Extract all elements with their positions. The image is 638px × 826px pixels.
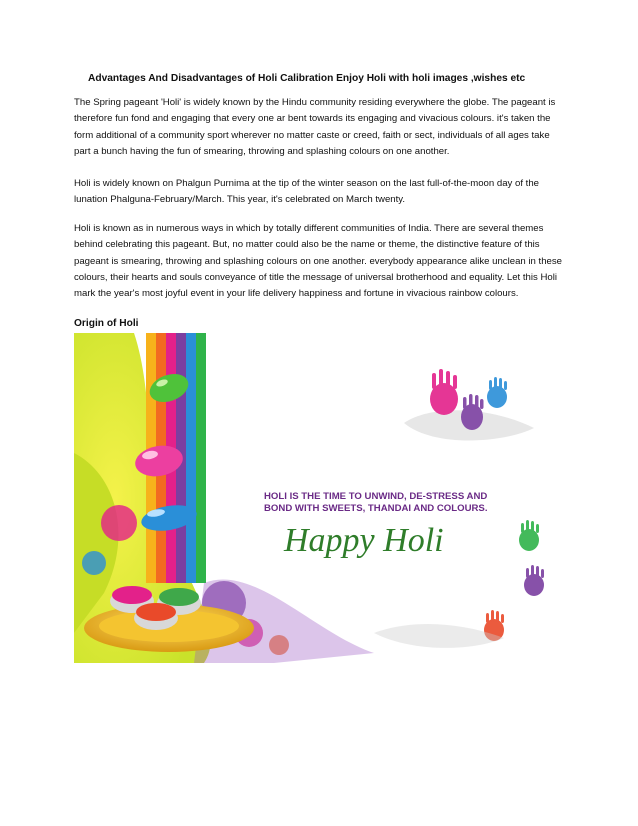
paragraph-intro: The Spring pageant 'Holi' is widely known by the Hindu community residing everywhere the globe. The pageant is therefore fun fond and engaging that every one ar bent towards its engaging and vivacious colours. it's taken the form additional of a community sport wherever no matter caste or creed, faith or sect, individuals of all ages take part a bunch having the fun of smearing, throwing and splashing colours on one another. — [74, 97, 556, 157]
article-title: Advantages And Disadvantages of Holi Calibration Enjoy Holi with holi images ,wishes etc — [88, 73, 526, 84]
paragraph-date: Holi is widely known on Phalgun Purnima at the tip of the winter season on the last full-of-the-moon day of the lunation Phalguna-February/March. This year, it's celebrated on March twenty. — [74, 178, 540, 206]
subheading-origin: Origin of Holi — [74, 318, 139, 329]
holi-banner-image — [74, 333, 564, 663]
banner-greeting: Happy Holi — [284, 522, 444, 559]
banner-tagline-line2: BOND WITH SWEETS, THANDAI AND COLOURS. — [264, 503, 488, 514]
paragraph-themes: Holi is known as in numerous ways in which by totally different communities of India. There are several themes behind celebrating this pageant. But, no matter could also be the name or theme, the distinctive feature of this pageant is smearing, throwing and splashing colours on one another. everybody appearance alike unclean in these colours, their hearts and souls conveyance of title the message of universal brotherhood and equality. Let this Holi mark the year's most joyful event in your life delivery happiness and fortune in vivacious rainbow colours. — [74, 223, 563, 300]
banner-tagline-line1: HOLI IS THE TIME TO UNWIND, DE-STRESS AND — [264, 491, 488, 502]
hand-prints-top — [404, 369, 534, 441]
